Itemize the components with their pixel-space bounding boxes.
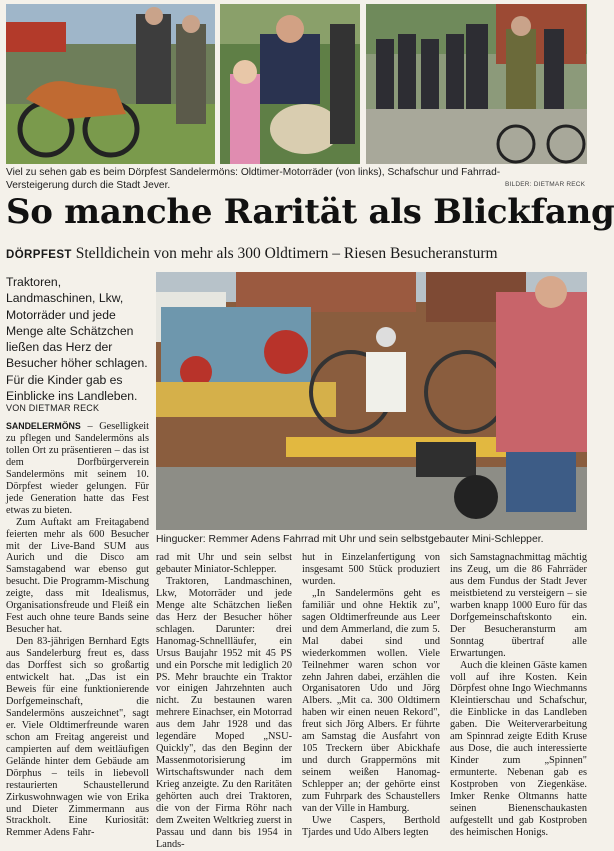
photo-bicycle-auction: [366, 4, 587, 164]
paragraph: sich Samstagnachmittag mächtig ins Zeug, um die 86 Fahrräder aus dem Fundus der Stadt Jever meistbietend zu versteigern – sie warben knapp 1000 Euro für das Dorfgemeinschaftskonto ein. Der Besucheransturm am Sonntag übertraf alle Erwartungen.: [450, 552, 587, 659]
top-photo-caption: Viel zu sehen gab es beim Dörpfest Sandelermöns: Oldtimer-Motorräder (von links), Schafschur und Fahrrad-Versteigerung durch die Stadt Jever.: [6, 167, 501, 191]
kicker: [6, 244, 498, 265]
photo-sheep-shearing: [220, 4, 360, 164]
paragraph: Uwe Caspers, Berthold Tjardes und Udo Albers legten: [302, 814, 440, 838]
headline: So manche Rarität als Blickfang: [6, 192, 614, 232]
photo-bike-and-mini-tractor: [156, 272, 587, 530]
byline: VON DIETMAR RECK: [6, 403, 100, 413]
article-column-2: [156, 552, 292, 850]
dateline: SANDELERMÖNS: [6, 421, 81, 431]
article-column-3: [302, 552, 440, 838]
paragraph: Zum Auftakt am Freitagabend feierten mehr als 600 Besucher mit der Live-Band SUM aus Aurich und die Disco am Samstagabend war ebenso gut besucht. Die Programm-Mischung zeigte, dass mit Idealismus, Organisationsfreude und Fleiß ein Fest auch ohne teure Bands seine Besucher hat.: [6, 516, 149, 636]
paragraph: Traktoren, Landmaschinen, Lkw, Motorräder und jede Menge alte Schätzchen ließen das Herz der Besucher höher schlagen. Darunter: drei Hanomag-Schnellläufer, ein Ursus Baujahr 1952 mit 45 PS und ein Porsche mit lediglich 20 PS. Mehr brauchte ein Traktor vor einigen Jahrzehnten auch nicht. Zu bestaunen waren mehrere Einachser, ein Motorrad aus dem Jahr 1928 und das legendäre Moped „NSU-Quickly", das den Beginn der Massenmotorisierung im Wirtschaftswunder nach dem Krieg anzeigte. Zu den Raritäten gehörten auch drei Traktoren, die von der Firma Röhr nach dem Zweiten Weltkrieg zuerst in Passau und dann bis 1954 in Lands-: [156, 575, 292, 850]
paragraph: Auch die kleinen Gäste kamen voll auf ihre Kosten. Kein Dörpfest ohne Ingo Wiechmanns Kleintierschau und Schafschur, die Einblicke in das Landleben gaben. Die Weiterverarbeitung am Spinnrad zeigte Edith Kruse aus Dose, die auch interessierte Kinder zum „Spinnen" ermunterte. Nebenan gab es Kostproben von Ziegenkäse. Imker Renke Oltmanns hatte seinen Bienenschaukasten aufgestellt und gab Kostproben des heimischen Honigs.: [450, 659, 587, 838]
kicker-text: Stelldichein von mehr als 300 Oldtimern – Riesen Besucheransturm: [75, 245, 498, 262]
kicker-tag: DÖRPFEST: [6, 249, 72, 261]
paragraph: rad mit Uhr und sein selbst gebauter Miniator-Schlepper.: [156, 552, 292, 575]
paragraph: hut in Einzelanfertigung von insgesamt 500 Stück produziert wurden.: [302, 552, 440, 587]
photo-credit: BILDER: DIETMAR RECK: [505, 181, 586, 188]
article-column-1: [6, 421, 149, 839]
paragraph: „In Sandelermöns geht es familiär und ohne Hektik zu", sagen Oldtimerfreunde aus Leer und dem Ammerland, die zum 5. Mal dabei sind und wiederkommen wollen. Viele Teilnehmer waren schon vor zehn Jahren dabei, erzählen die Organisatoren Udo und Jörg Albers. „Mit ca. 300 Oldtimern haben wir einen neuen Rekord", freut sich Jörg Albers. Er führte am Samstag die Ausfahrt von 105 Treckern über Abickhafe und durch Grappermöns mit seinem weißen Hanomag-Schlepper an; der gehörte einst zum Fuhrpark des Schaustellers van der Ville in Hamburg.: [302, 587, 440, 815]
lead-paragraph: Traktoren, Landmaschinen, Lkw, Motorräder und jede Menge alte Schätzchen ließen das Herz der Besucher höher schlagen. Für die Kinder gab es Einblicke ins Landleben.: [6, 275, 148, 404]
article-column-4: [450, 552, 587, 838]
paragraph: Den 83-jährigen Bernhard Egts aus Sandelerburg freut es, dass das Dorffest sich so großartig entwickelt hat. „Das ist ein Beweis für eine funktionierende Dorfgemeinschaft, die Sandelermöns auszeichnet", sagt er. Viele Oldtimerfreunde waren schon am Freitag angereist und campierten auf dem weitläufigen Gelände hinter dem Gebäude am Dörphus – teils in liebevoll restaurierten Schaustellerund Zirkuswohnwagen wie von Erika und Dieter Zimmermann aus Strackholt. Eine Kuriosität: Remmer Adens Fahr-: [6, 636, 149, 839]
photo-motorcycles: [6, 4, 215, 164]
paragraph: – Geselligkeit zu pflegen und Sandelermöns als tollen Ort zu präsentieren – das ist dem Dorfbürgerverein Sandelermöns mit seinem 10. Dörpfest wieder gelungen. Für jede Generation hatte das Fest etwas zu bieten.: [6, 421, 149, 516]
center-photo-caption: Hingucker: Remmer Adens Fahrrad mit Uhr und sein selbstgebauter Mini-Schlepper.: [156, 534, 544, 545]
